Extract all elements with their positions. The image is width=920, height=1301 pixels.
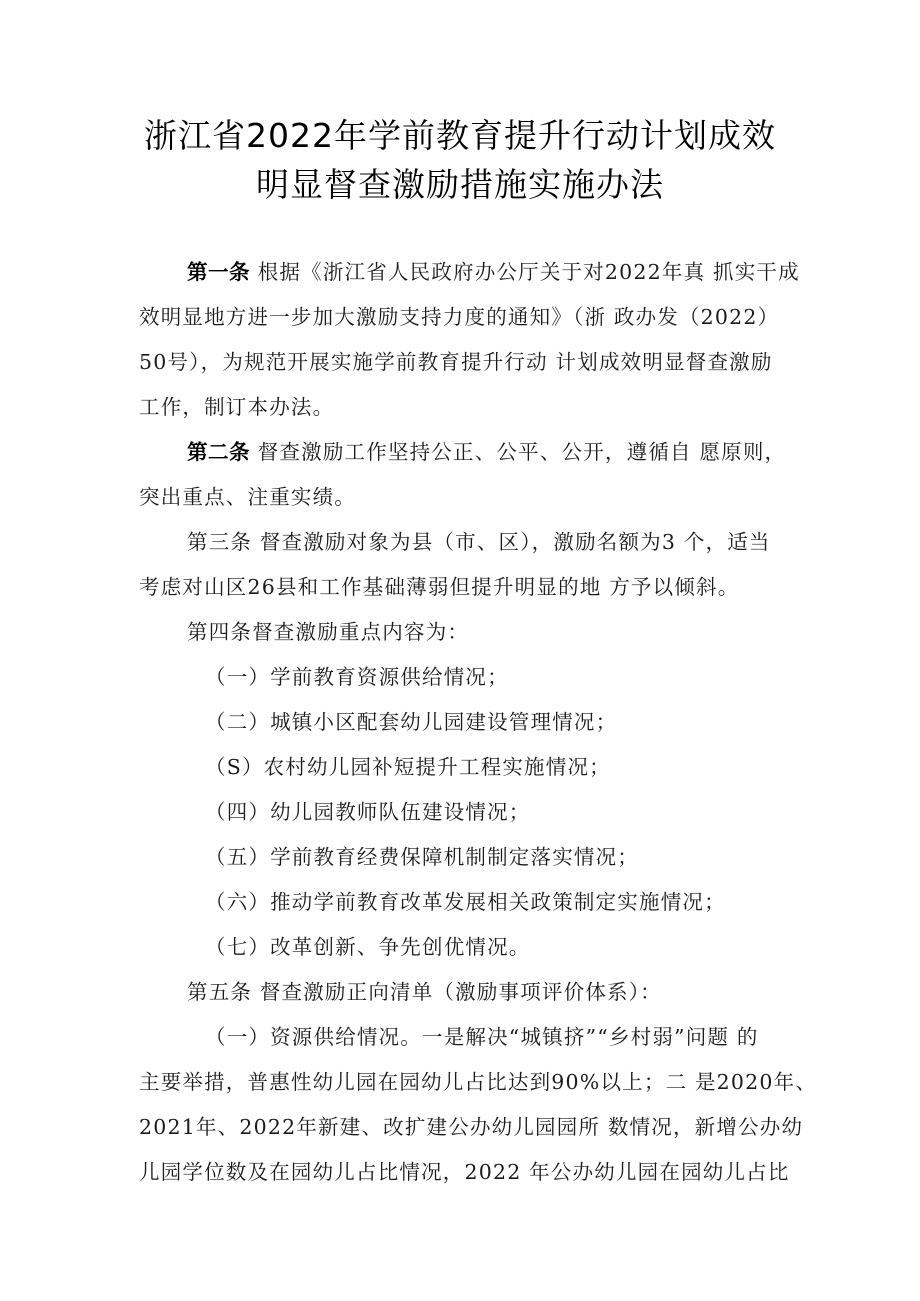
article-2-text: 督查激励工作坚持公正、公平、公开，遵循自 愿原则， [257,440,787,464]
article-1-line-4: 工作，制订本办法。 [139,395,335,419]
article-1-line-1 [139,250,800,295]
document-body [139,250,818,1195]
article-1-heading: 第一条 [187,260,250,284]
article-3-line-2: 考虑对山区26县和工作基础薄弱但提升明显的地 方予以倾斜。 [139,575,740,599]
article-5-line-2: 主要举措，普惠性幼儿园在园幼儿占比达到90%以上；二 是2020年、 [139,1070,818,1094]
article-4-item-2: （二）城镇小区配套幼儿园建设管理情况； [205,710,618,734]
article-1-text: 根据《浙江省人民政府办公厅关于对2022年真 抓实干成 [257,260,800,284]
article-5-intro: 第五条 督查激励正向清单（激励事项评价体系）： [187,980,662,1004]
article-4-item-3: （S）农村幼儿园补短提升工程实施情况； [205,755,611,779]
article-2-line-1 [139,430,789,475]
article-3-line-1: 第三条 督查激励对象为县（市、区），激励名额为3 个，适当 [187,530,771,554]
article-4-item-1: （一）学前教育资源供给情况； [205,665,509,689]
article-1-line-3: 50号），为规范开展实施学前教育提升行动 计划成效明显督查激励 [139,350,773,374]
article-5-line-1: （一）资源供给情况。一是解决“城镇挤”“乡村弱”问题 的 [205,1025,759,1049]
article-5-line-3: 2021年、2022年新建、改扩建公办幼儿园园所 数情况，新增公办幼 [139,1115,804,1139]
article-2-heading: 第二条 [187,440,250,464]
article-4-intro: 第四条督查激励重点内容为： [187,620,470,644]
article-1-line-2: 效明显地方进一步加大激励支持力度的通知》（浙 政办发（2022） [139,305,780,329]
document-title-line-2: 明显督查激励措施实施办法 [256,165,664,204]
article-4-item-7: （七）改革创新、争先创优情况。 [205,935,531,959]
article-2-line-2: 突出重点、注重实绩。 [139,485,356,509]
article-5-line-4: 儿园学位数及在园幼儿占比情况，2022 年公办幼儿园在园幼儿占比 [139,1160,790,1184]
document-title-line-1: 浙江省2022年学前教育提升行动计划成效 [144,116,776,155]
article-4-item-6: （六）推动学前教育改革发展相关政策制定实施情况； [205,890,726,914]
article-4-item-4: （四）幼儿园教师队伍建设情况； [205,800,531,824]
article-4-item-5: （五）学前教育经费保障机制制定落实情况； [205,845,639,869]
